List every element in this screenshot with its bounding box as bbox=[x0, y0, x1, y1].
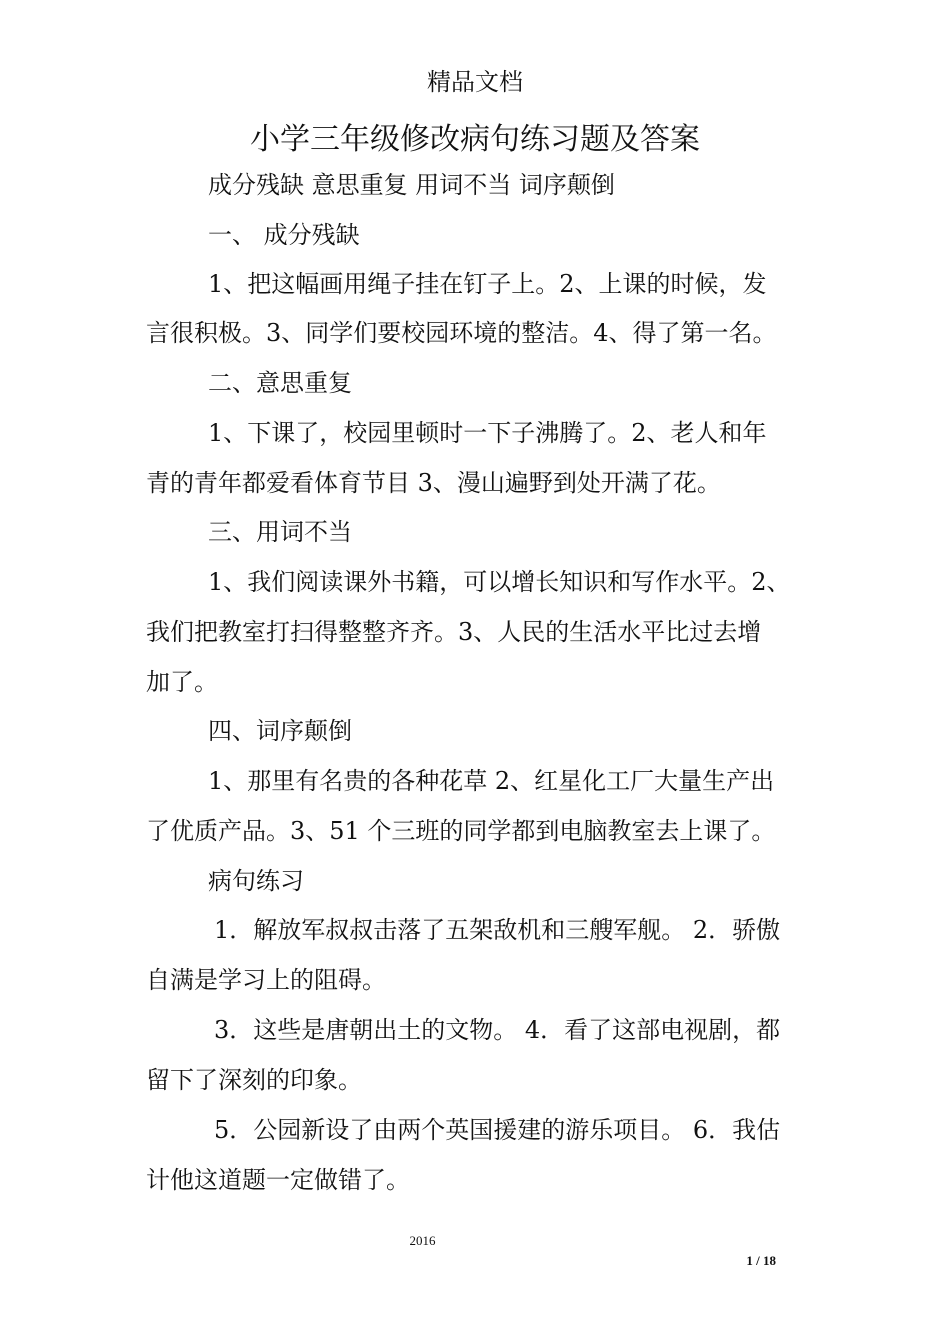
body-line: 1、我们阅读课外书籍，可以增长知识和写作水平。2、 bbox=[208, 568, 791, 596]
body-line: 了优质产品。3、51 个三班的同学都到电脑教室去上课了。 bbox=[146, 817, 776, 845]
practice-line: 计他这道题一定做错了。 bbox=[146, 1166, 410, 1194]
practice-heading: 病句练习 bbox=[208, 867, 304, 895]
section-heading: 四、词序颠倒 bbox=[208, 717, 352, 745]
body-line: 1、那里有名贵的各种花草 2、红星化工厂大量生产出 bbox=[208, 767, 775, 795]
body-line: 加了。 bbox=[146, 668, 218, 696]
body-line: 青的青年都爱看体育节目 3、漫山遍野到处开满了花。 bbox=[146, 469, 721, 497]
practice-line: 5．公园新设了由两个英国援建的游乐项目。 6．我估 bbox=[214, 1116, 781, 1144]
section-heading: 二、意思重复 bbox=[208, 369, 352, 397]
category-list: 成分残缺 意思重复 用词不当 词序颠倒 bbox=[208, 171, 615, 199]
body-line: 1、下课了，校园里顿时一下子沸腾了。2、老人和年 bbox=[208, 419, 767, 447]
practice-line: 3．这些是唐朝出土的文物。 4．看了这部电视剧，都 bbox=[214, 1016, 781, 1044]
document-title: 小学三年级修改病句练习题及答案 bbox=[250, 122, 700, 157]
body-line: 1、把这幅画用绳子挂在钉子上。2、上课的时候，发 bbox=[208, 270, 767, 298]
page-header: 精品文档 bbox=[427, 68, 523, 96]
section-heading: 一、 成分残缺 bbox=[208, 221, 360, 249]
body-line: 我们把教室打扫得整整齐齐。3、人民的生活水平比过去增 bbox=[146, 618, 762, 646]
footer-year: 2016 bbox=[409, 1233, 436, 1248]
practice-line: 自满是学习上的阻碍。 bbox=[146, 966, 386, 994]
page-number: 1 / 18 bbox=[746, 1253, 776, 1268]
practice-line: 留下了深刻的印象。 bbox=[146, 1066, 362, 1094]
practice-line: 1．解放军叔叔击落了五架敌机和三艘军舰。 2．骄傲 bbox=[214, 916, 781, 944]
body-line: 言很积极。3、同学们要校园环境的整洁。4、得了第一名。 bbox=[146, 319, 777, 347]
section-heading: 三、用词不当 bbox=[208, 518, 352, 546]
